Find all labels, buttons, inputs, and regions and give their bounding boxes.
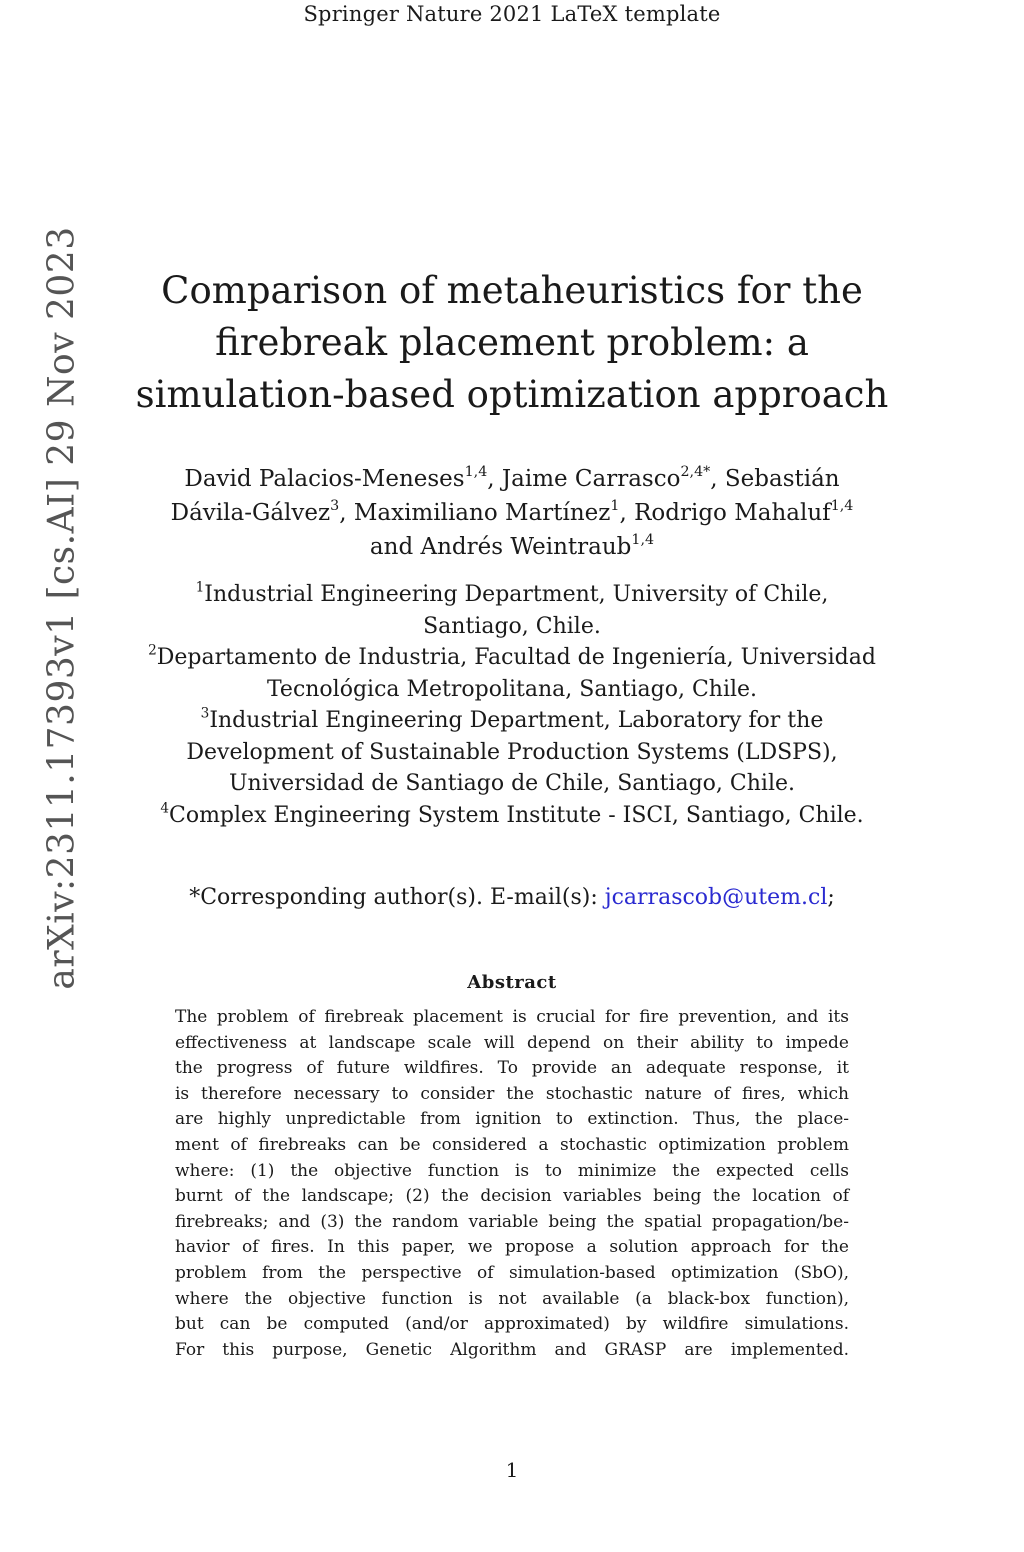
abstract-line: effectiveness at landscape scale will depend on their ability to impede	[175, 1032, 849, 1053]
abstract-line: are highly unpredictable from ignition to extinction. Thus, the place-	[175, 1109, 849, 1130]
email-link[interactable]: jcarrascob@utem.cl	[604, 885, 828, 910]
author-name: , Sebastián	[710, 466, 840, 492]
title-line: firebreak placement problem: a	[215, 321, 809, 364]
corresponding-label: *Corresponding author(s). E-mail(s):	[189, 885, 605, 910]
affiliation-text: Complex Engineering System Institute - ISCI, Santiago, Chile.	[168, 802, 864, 828]
affiliation-text: Industrial Engineering Department, University of Chile,	[204, 582, 829, 607]
abstract-line: but can be computed (and/or approximated) by wildfire simulations.	[175, 1314, 849, 1335]
affiliation-number: 1	[195, 579, 205, 596]
abstract-line: burnt of the landscape; (2) the decision variables being the location of	[175, 1186, 849, 1207]
paper-title	[112, 265, 912, 421]
author-line	[112, 530, 912, 564]
affiliation-line: Santiago, Chile.	[423, 613, 601, 639]
corresponding-suffix: ;	[827, 885, 835, 910]
abstract-line: firebreaks; and (3) the random variable being the spatial propagation/be-	[175, 1211, 849, 1232]
affiliation-line: Universidad de Santiago de Chile, Santiago, Chile.	[228, 771, 795, 796]
abstract-line: problem from the perspective of simulation-based optimization (SbO),	[175, 1262, 849, 1283]
abstract-line: The problem of firebreak placement is crucial for fire prevention, and its	[175, 1007, 849, 1027]
affiliation-number: 2	[148, 642, 157, 659]
abstract-line: where the objective function is not available (a black-box function),	[175, 1288, 849, 1309]
abstract-heading: Abstract	[467, 972, 557, 993]
author-name: , Jaime Carrasco	[487, 466, 681, 492]
affiliation-line: Development of Sustainable Production Systems (LDSPS),	[186, 739, 838, 765]
abstract-line: ment of firebreaks can be considered a stochastic optimization problem	[175, 1134, 849, 1155]
author-affil-sup: 1	[610, 498, 620, 515]
author-affil-sup: 2,4*	[680, 464, 711, 481]
author-affil-sup: 3	[330, 498, 340, 515]
running-header: Springer Nature 2021 LaTeX template	[303, 2, 721, 26]
abstract-body	[175, 1005, 849, 1363]
author-name: Dávila-Gálvez	[170, 500, 331, 526]
affiliation-text: Departamento de Industria, Facultad de Ingeniería, Universidad	[156, 645, 876, 670]
title-line: simulation-based optimization approach	[135, 373, 889, 416]
author-name: David Palacios-Meneses	[184, 466, 465, 492]
abstract-line: the progress of future wildfires. To provide an adequate response, it	[175, 1058, 849, 1079]
affiliation-line	[112, 642, 912, 674]
abstract-line: is therefore necessary to consider the stochastic nature of fires, which	[175, 1083, 849, 1104]
abstract-line: havior of fires. In this paper, we propose a solution approach for the	[175, 1237, 849, 1258]
author-name: and Andrés Weintraub	[369, 534, 632, 560]
author-name: , Maximiliano Martínez	[339, 500, 611, 526]
affiliation-line	[112, 579, 912, 611]
author-line	[112, 462, 912, 496]
affiliation-number: 3	[200, 705, 210, 722]
author-line	[112, 496, 912, 530]
author-affil-sup: 1,4	[464, 464, 488, 481]
affiliation-list	[112, 579, 912, 831]
author-name: , Rodrigo Mahaluf	[619, 500, 831, 526]
title-line: Comparison of metaheuristics for the	[161, 269, 863, 312]
page-number: 1	[505, 1458, 519, 1482]
affiliation-line	[112, 800, 912, 832]
corresponding-author	[112, 885, 912, 910]
abstract-line: where: (1) the objective function is to minimize the expected cells	[175, 1160, 849, 1181]
author-list	[112, 462, 912, 564]
arxiv-identifier-stamp: arXiv:2311.17393v1 [cs.AI] 29 Nov 2023	[41, 226, 83, 990]
abstract-line: For this purpose, Genetic Algorithm and GRASP are implemented.	[175, 1339, 849, 1360]
author-affil-sup: 1,4	[631, 532, 655, 549]
author-affil-sup: 1,4	[830, 498, 854, 515]
affiliation-line	[112, 705, 912, 737]
affiliation-text: Industrial Engineering Department, Laboratory for the	[209, 708, 824, 733]
affiliation-line: Tecnológica Metropolitana, Santiago, Chile.	[266, 676, 758, 702]
affiliation-number: 4	[160, 799, 169, 816]
